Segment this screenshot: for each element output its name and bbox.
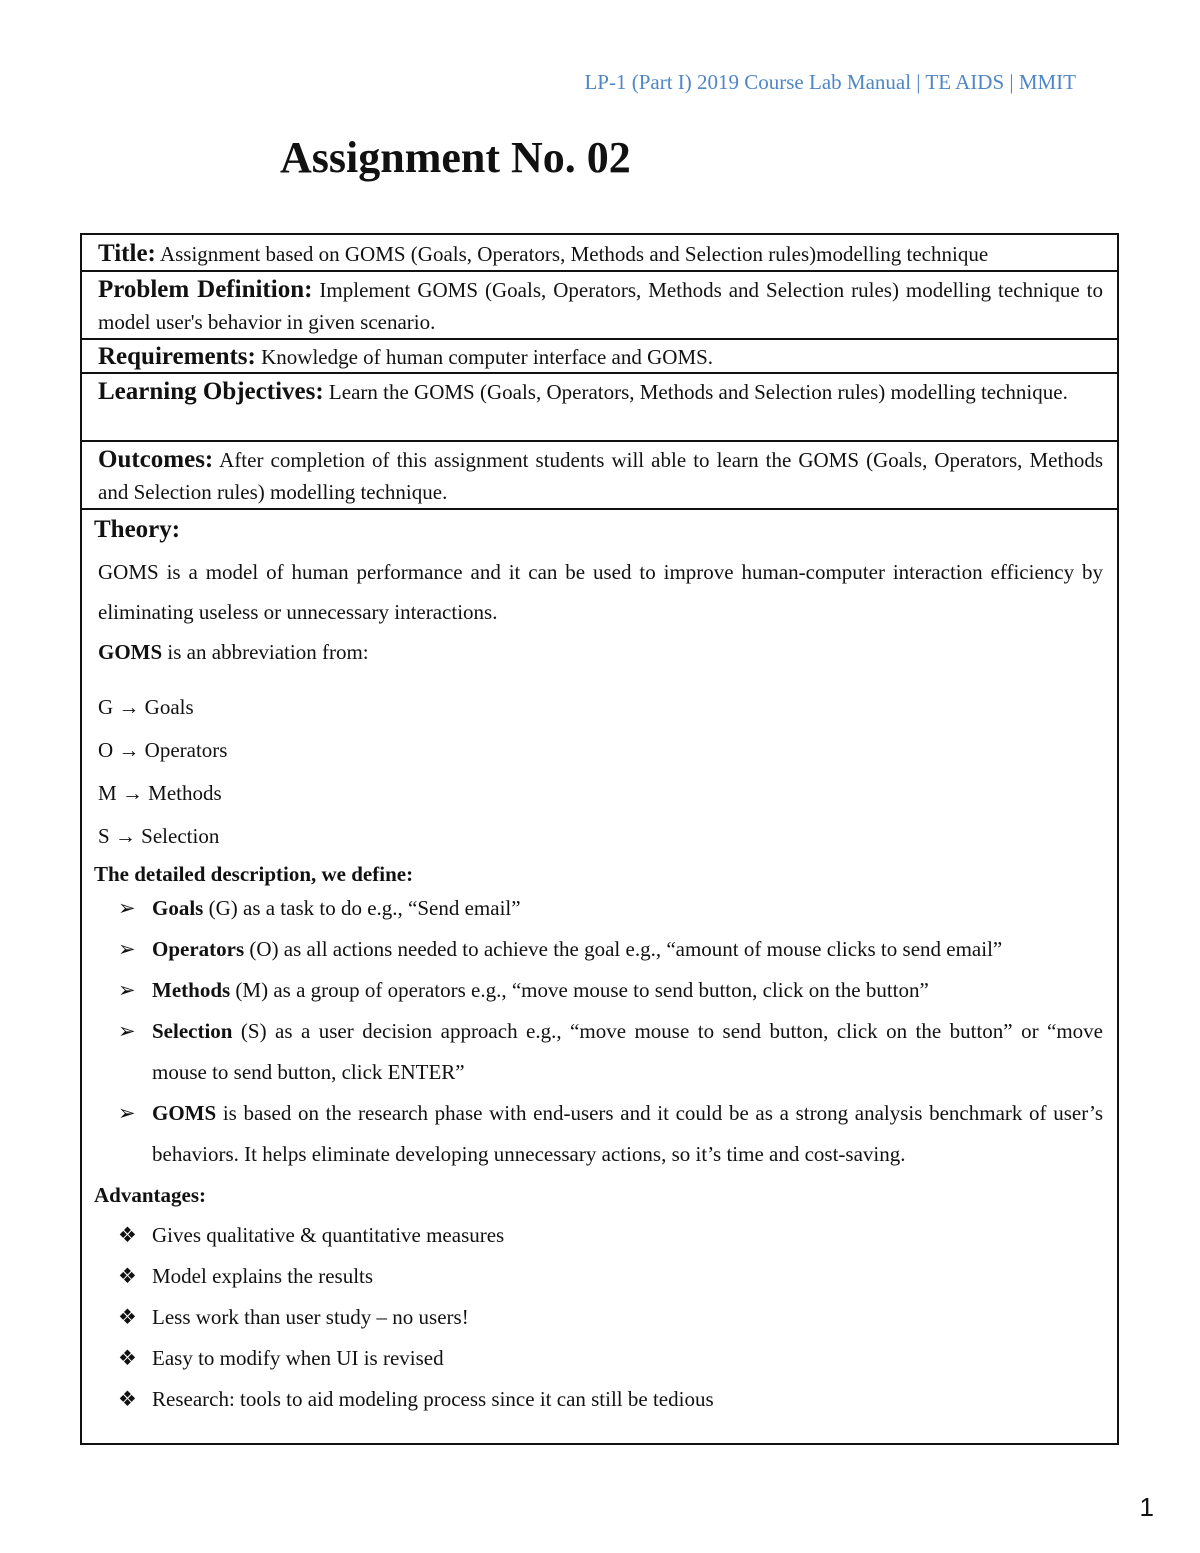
theory-intro: GOMS is a model of human performance and it can be used to improve human-computer interaction efficiency by eliminating useless or unnecessary interactions. <box>98 560 1103 624</box>
problem-definition-row <box>82 272 1117 340</box>
row-label: Title: <box>98 240 156 267</box>
title-row <box>82 235 1117 272</box>
term: GOMS <box>152 1101 217 1125</box>
abbr-item: S → Selection <box>98 824 220 848</box>
abbr-item: M → Methods <box>98 781 222 805</box>
row-text: Assignment based on GOMS (Goals, Operators, Methods and Selection rules)modelling technique <box>155 242 989 266</box>
abbr-item: G → Goals <box>98 695 194 719</box>
detail-heading: The detailed description, we define: <box>94 862 414 886</box>
advantage: Easy to modify when UI is revised <box>152 1346 444 1370</box>
row-label: Requirements: <box>98 343 256 370</box>
list-item <box>94 1011 1103 1093</box>
definition: (M) as a group of operators e.g., “move mouse to send button, click on the button” <box>230 978 929 1002</box>
advantages-list <box>94 1215 1103 1420</box>
advantage: Research: tools to aid modeling process since it can still be tedious <box>152 1387 714 1411</box>
theory-section <box>82 510 1117 1420</box>
row-text: Learn the GOMS (Goals, Operators, Methods and Selection rules) modelling technique. <box>323 380 1068 404</box>
advantage: Model explains the results <box>152 1264 374 1288</box>
arrow-bullet-icon: ➢ <box>118 1019 136 1043</box>
arrow-bullet-icon: ➢ <box>118 937 136 961</box>
diamond-bullet-icon: ❖ <box>118 1387 137 1411</box>
definition: is based on the research phase with end-users and it could be as a strong analysis benchmark of user’s behaviors. It helps eliminate developing unnecessary actions, so it’s time and cost-saving. <box>152 1101 1103 1166</box>
list-item <box>94 1297 1103 1338</box>
definition: (O) as all actions needed to achieve the goal e.g., “amount of mouse clicks to send email” <box>244 937 1003 961</box>
definitions-list <box>94 888 1103 1175</box>
row-label: Outcomes: <box>98 446 214 473</box>
list-item <box>94 1256 1103 1297</box>
term: Methods <box>152 978 231 1002</box>
diamond-bullet-icon: ❖ <box>118 1305 137 1329</box>
abbreviation-list <box>94 686 1103 858</box>
arrow-bullet-icon: ➢ <box>118 1101 136 1125</box>
term: Goals <box>152 896 204 920</box>
list-item <box>94 1215 1103 1256</box>
outcomes-row <box>82 442 1117 510</box>
list-item <box>94 888 1103 929</box>
row-text: Knowledge of human computer interface and GOMS. <box>255 345 714 369</box>
list-item <box>94 929 1103 970</box>
abbr-bold: GOMS <box>98 640 163 664</box>
term: Selection <box>152 1019 233 1043</box>
abbr-item: O → Operators <box>98 738 228 762</box>
arrow-bullet-icon: ➢ <box>118 896 136 920</box>
list-item <box>94 970 1103 1011</box>
advantages-heading: Advantages: <box>94 1183 207 1207</box>
definition: (S) as a user decision approach e.g., “move mouse to send button, click on the button” or “move mouse to send button, click ENTER” <box>152 1019 1103 1084</box>
row-label: Problem Definition: <box>98 276 313 303</box>
row-text: Implement GOMS (Goals, Operators, Methods and Selection rules) modelling technique to model user's behavior in given scenario. <box>98 278 1103 334</box>
advantage: Gives qualitative & quantitative measures <box>152 1223 505 1247</box>
assignment-table <box>80 233 1119 1445</box>
row-label: Learning Objectives: <box>98 378 324 405</box>
list-item <box>94 1379 1103 1420</box>
row-text: After completion of this assignment students will able to learn the GOMS (Goals, Operators, Methods and Selection rules) modelling technique. <box>98 448 1103 504</box>
list-item <box>94 1093 1103 1175</box>
arrow-bullet-icon: ➢ <box>118 978 136 1002</box>
abbr-text: is an abbreviation from: <box>162 640 369 664</box>
diamond-bullet-icon: ❖ <box>118 1264 137 1288</box>
list-item <box>94 1338 1103 1379</box>
advantage: Less work than user study – no users! <box>152 1305 469 1329</box>
requirements-row <box>82 340 1117 374</box>
diamond-bullet-icon: ❖ <box>118 1346 137 1370</box>
page-title: Assignment No. 02 <box>280 133 631 182</box>
definition: (G) as a task to do e.g., “Send email” <box>203 896 521 920</box>
theory-heading: Theory: <box>94 516 181 543</box>
learning-objectives-row <box>82 374 1117 442</box>
running-header: LP-1 (Part I) 2019 Course Lab Manual | TE AIDS | MMIT <box>584 70 1076 94</box>
diamond-bullet-icon: ❖ <box>118 1223 137 1247</box>
abbreviation-line <box>94 632 1103 672</box>
page-number: 1 <box>1139 1492 1154 1522</box>
term: Operators <box>152 937 245 961</box>
